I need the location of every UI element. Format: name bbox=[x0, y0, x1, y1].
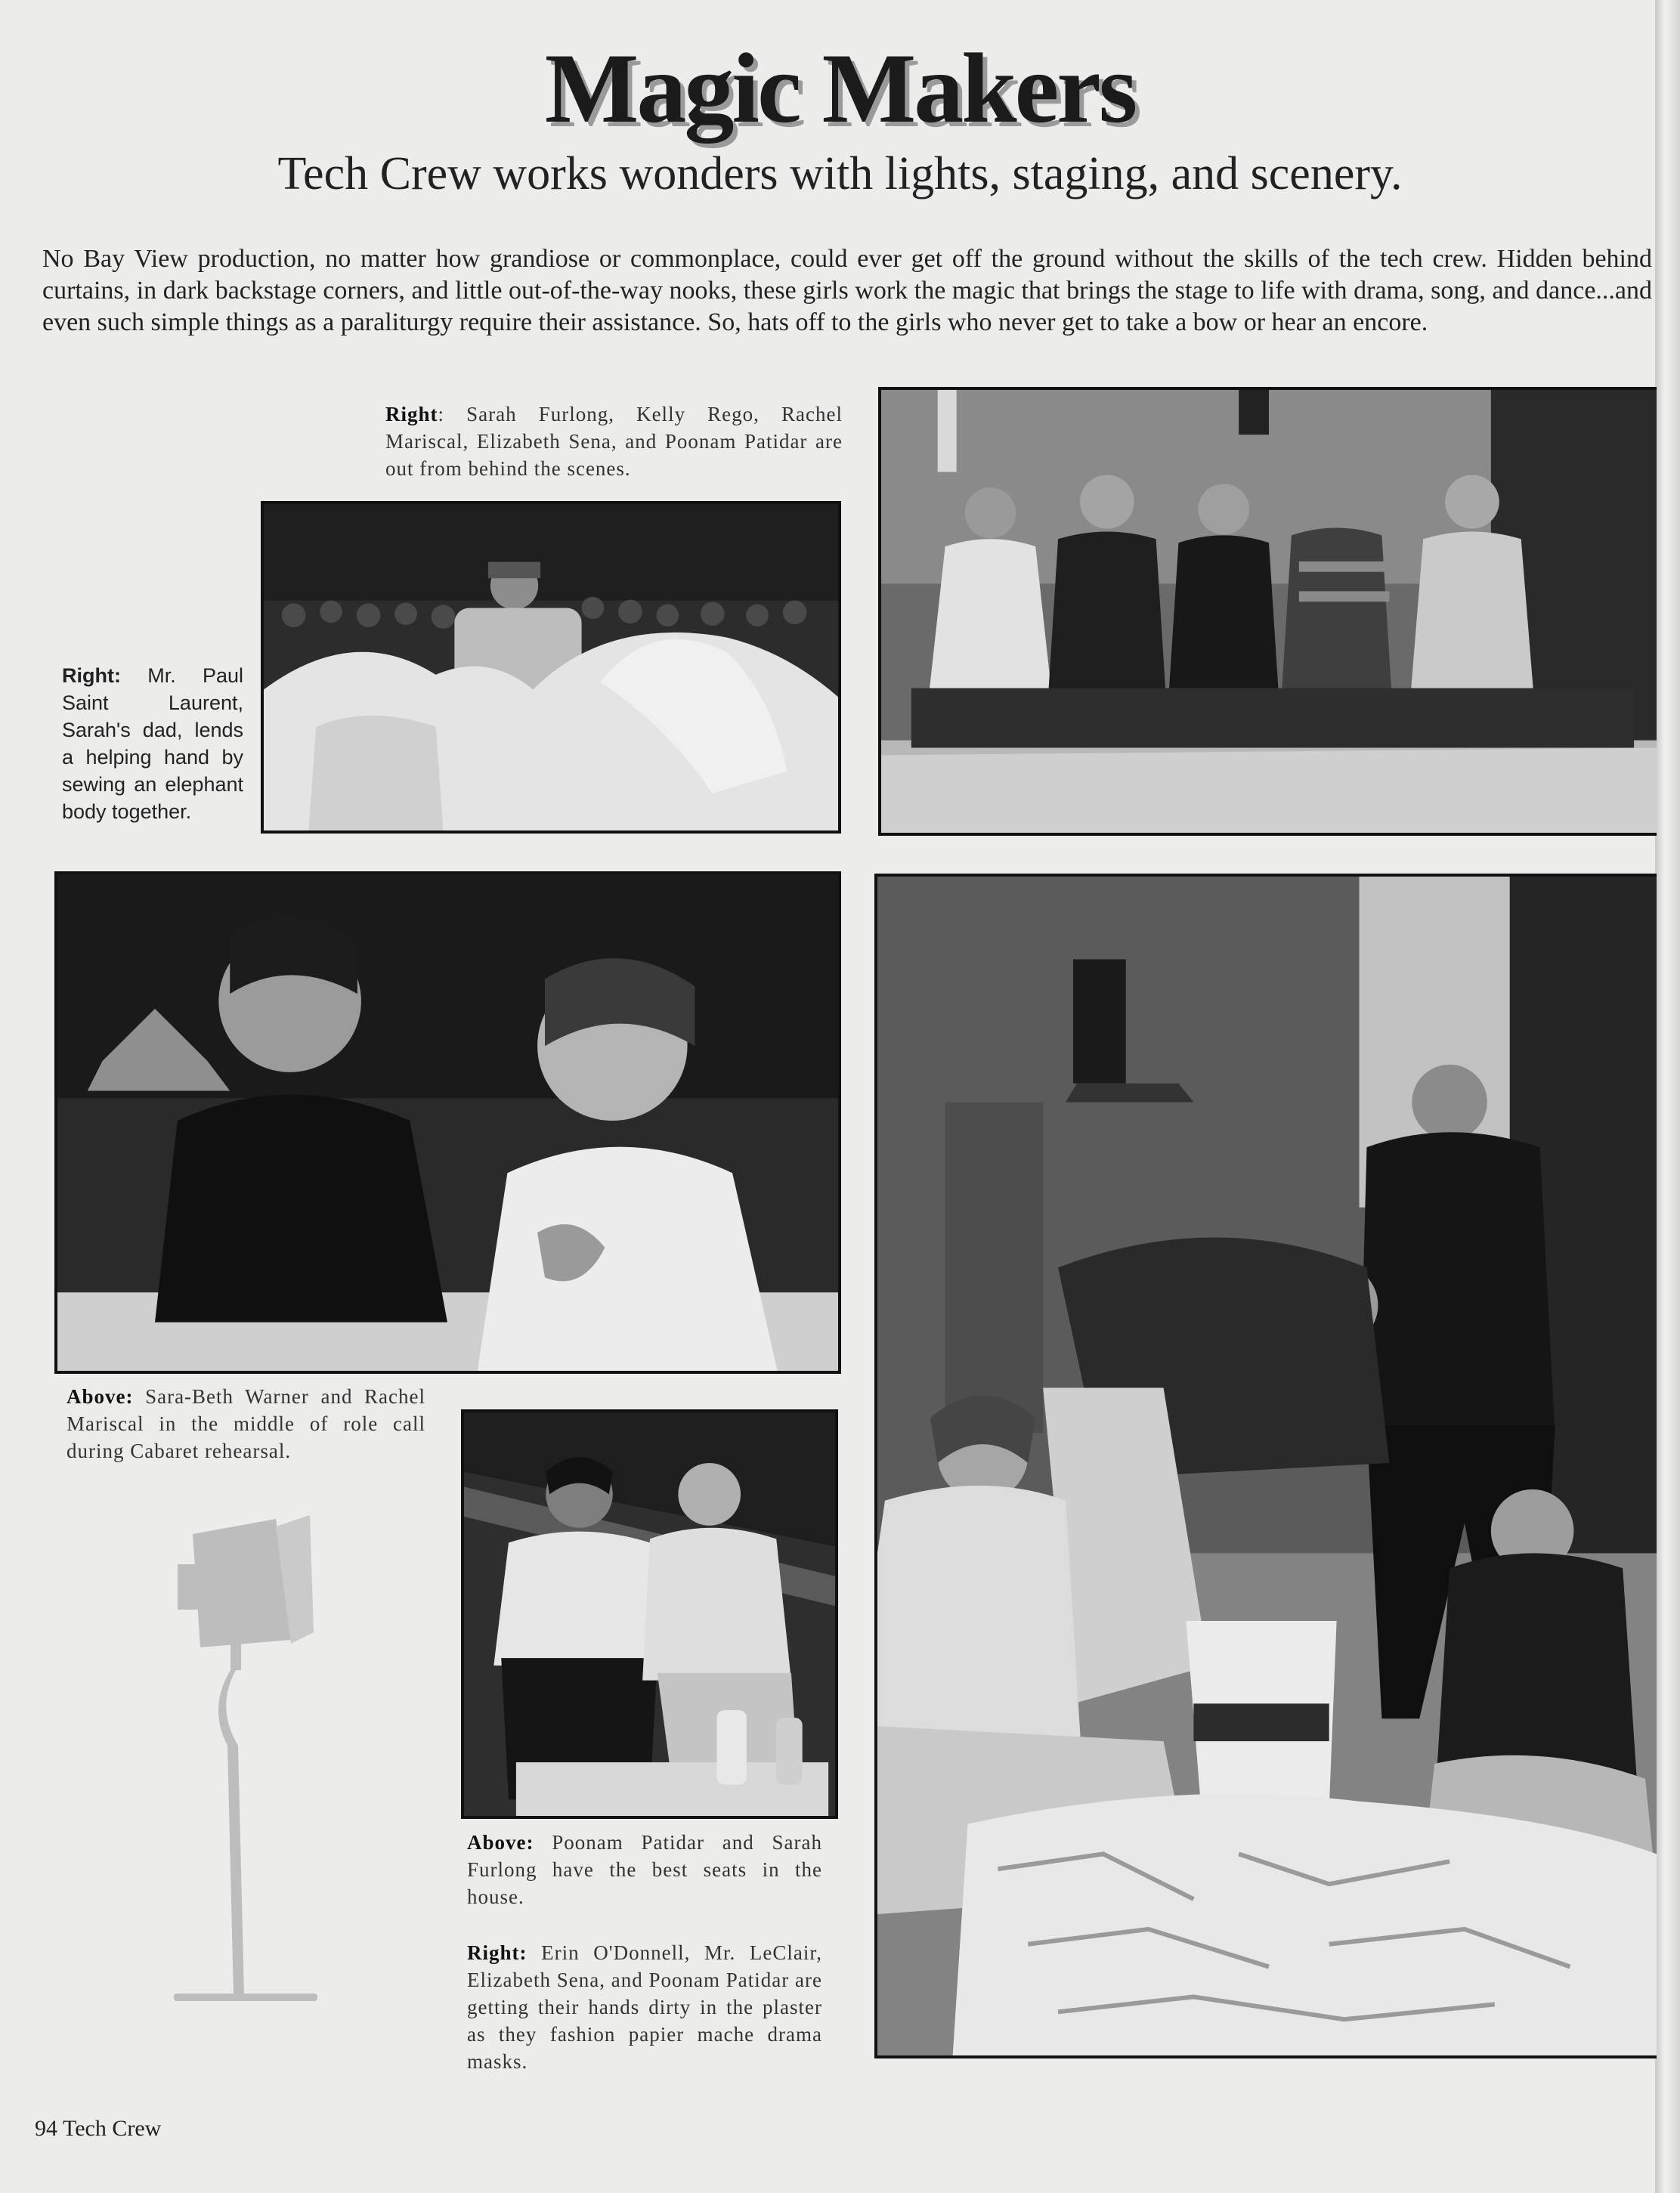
photo-best-seats bbox=[461, 1409, 838, 1819]
caption-text: Erin O'Donnell, Mr. LeClair, Elizabeth Sena, and Poonam Patidar are getting their hands dirty in the plaster as they fashion papier mache drama masks. bbox=[467, 1941, 822, 2073]
caption-label: Above: bbox=[67, 1385, 134, 1408]
caption-role-call bbox=[67, 1383, 425, 1465]
caption-label: Right bbox=[385, 403, 438, 425]
page-subtitle: Tech Crew works wonders with lights, staging, and scenery. bbox=[277, 148, 1403, 200]
page-title: Magic Makers bbox=[544, 32, 1136, 144]
photo-stage-group bbox=[878, 387, 1657, 836]
photo-best-seats-image bbox=[464, 1412, 835, 1816]
photo-stage-group-image bbox=[881, 390, 1657, 833]
photo-sewing-elephant-image bbox=[264, 504, 838, 830]
page-footer: 94 Tech Crew bbox=[35, 2116, 162, 2141]
caption-text: Mr. Paul Saint Laurent, Sarah's dad, lends a helping hand by sewing an elephant body together. bbox=[62, 664, 243, 823]
caption-papier-mache bbox=[467, 1939, 822, 2075]
caption-label: Right: bbox=[62, 664, 121, 687]
caption-text: Sara-Beth Warner and Rachel Mariscal in the middle of role call during Cabaret rehearsal. bbox=[67, 1385, 425, 1462]
caption-label: Right: bbox=[467, 1941, 528, 1964]
caption-text: : Sarah Furlong, Kelly Rego, Rachel Mariscal, Elizabeth Sena, and Poonam Patidar are out from behind the scenes. bbox=[385, 403, 843, 480]
spotlight-icon bbox=[170, 1511, 321, 2040]
book-gutter-edge bbox=[1655, 0, 1680, 2193]
caption-text: Poonam Patidar and Sarah Furlong have the best seats in the house. bbox=[467, 1831, 822, 1908]
caption-stage-group bbox=[385, 401, 843, 482]
caption-best-seats bbox=[467, 1829, 822, 1910]
caption-label: Above: bbox=[467, 1831, 534, 1854]
spotlight-graphic bbox=[170, 1511, 321, 2040]
photo-papier-mache bbox=[874, 874, 1657, 2058]
photo-role-call-image bbox=[57, 874, 838, 1371]
photo-sewing-elephant bbox=[261, 501, 841, 834]
caption-sewing bbox=[62, 662, 243, 825]
intro-paragraph: No Bay View production, no matter how grandiose or commonplace, could ever get off the ground without the skills of the tech crew. Hidden behind curtains, in dark backstage corners, and little out-of-the-way nooks, these girls work the magic that brings the stage to life with drama, song, and dance...and even such simple things as a paraliturgy require their assistance. So, hats off to the girls who never get to take a bow or hear an encore. bbox=[42, 245, 1652, 336]
photo-papier-mache-image bbox=[877, 877, 1657, 2055]
photo-role-call bbox=[54, 871, 841, 1374]
